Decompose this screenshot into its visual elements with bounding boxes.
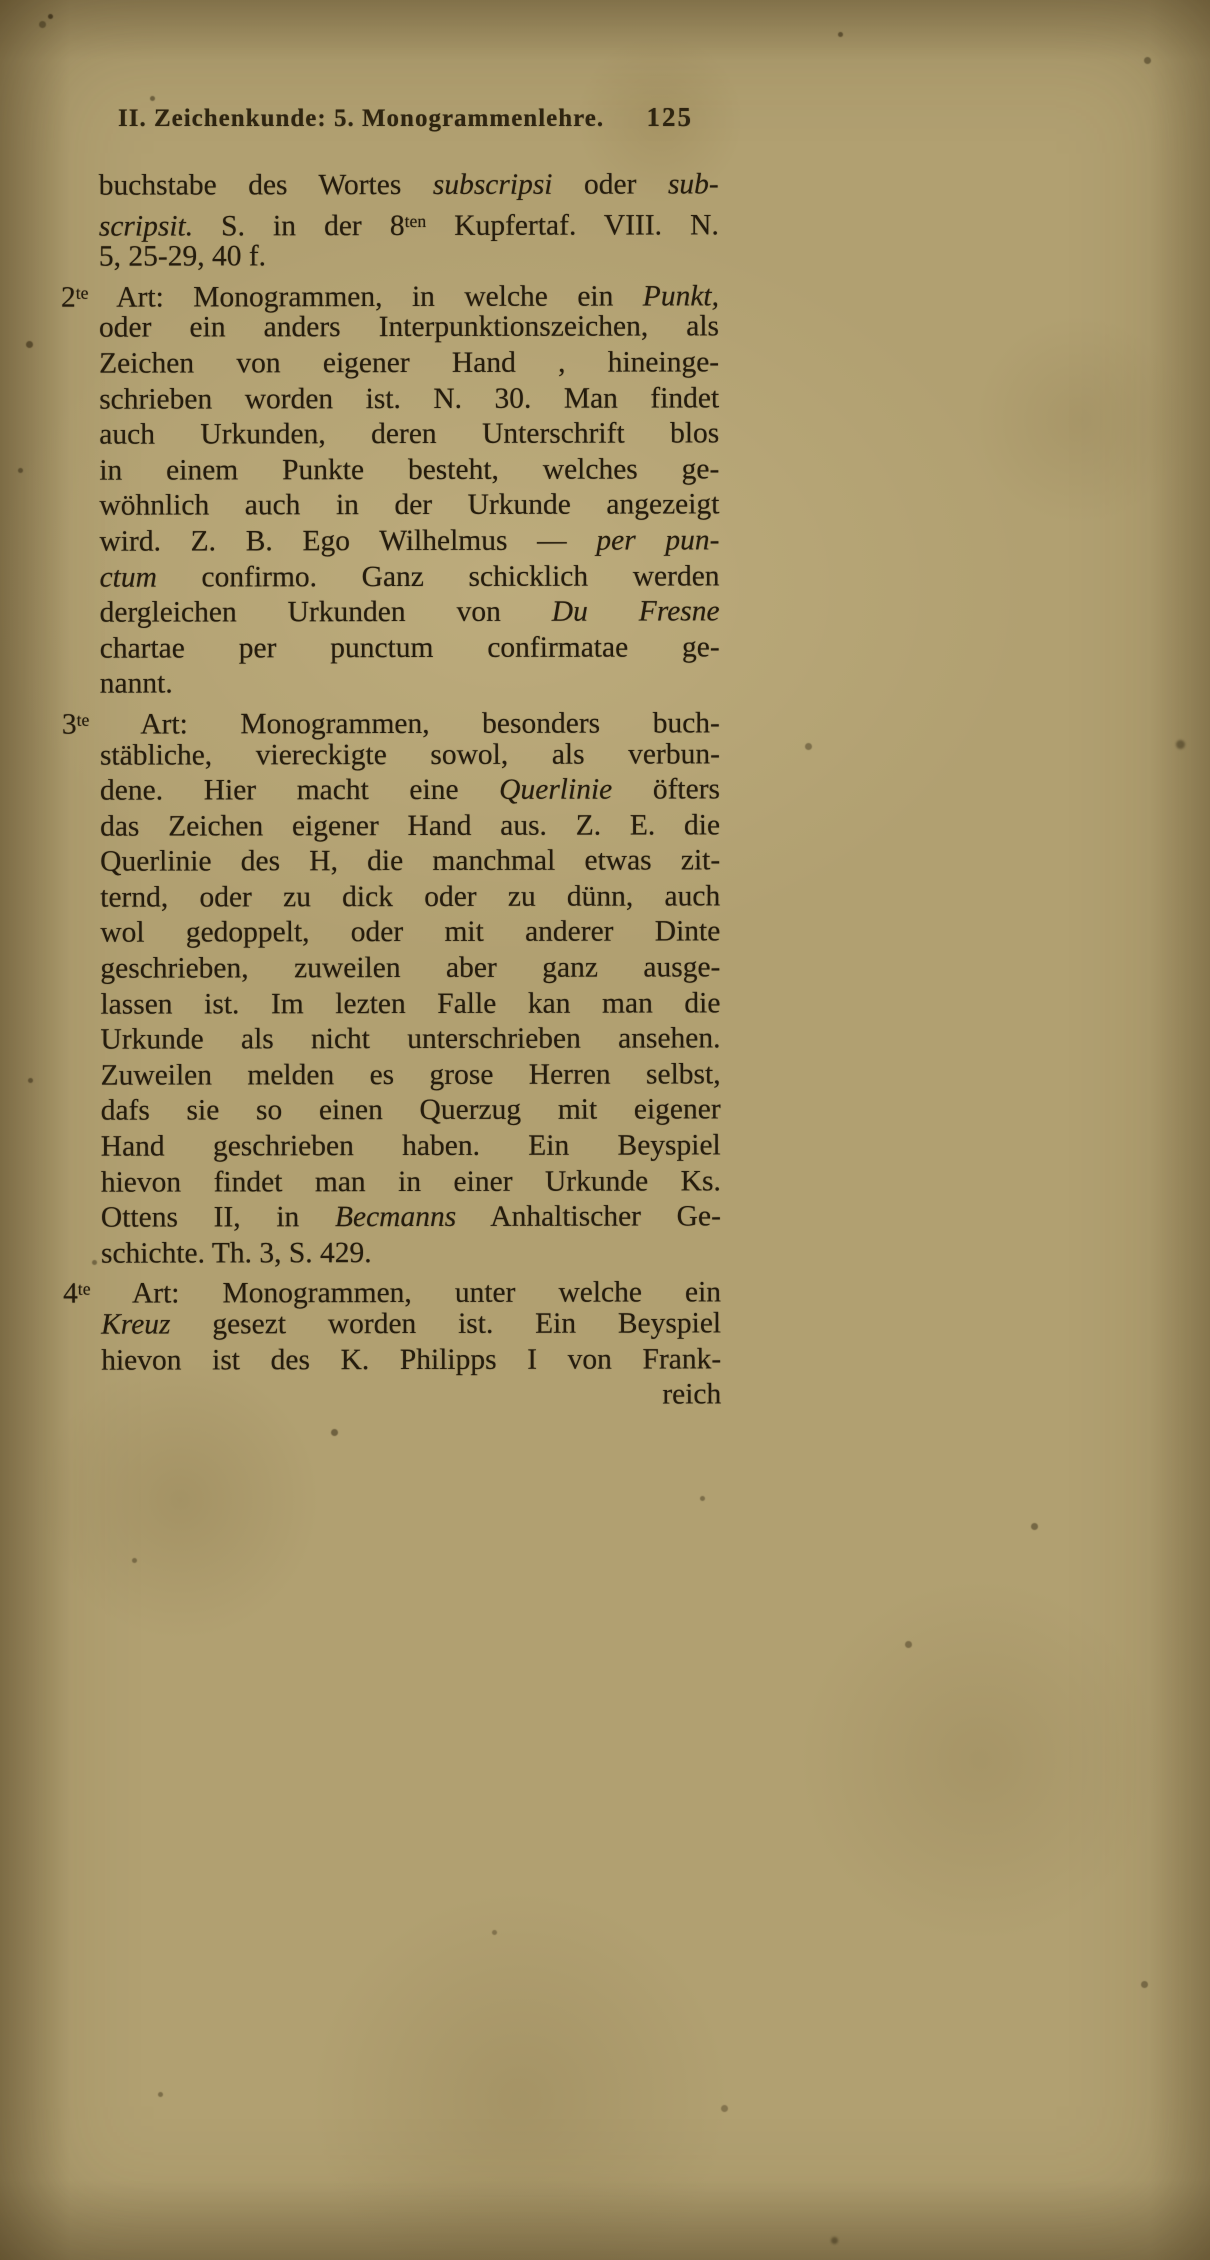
text-segment: 4: [63, 1278, 78, 1311]
text-line: [100, 879, 720, 916]
text-segment: Art: Monogrammen, in welche ein: [88, 280, 643, 314]
text-segment: te: [76, 709, 90, 730]
text-segment: dafs sie so einen Querzug mit eigener: [100, 1093, 721, 1128]
text-segment: schrieben worden ist. N. 30. Man findet: [99, 381, 720, 416]
text-segment: Anhaltischer Ge-: [456, 1200, 721, 1234]
text-segment: ten: [404, 210, 427, 231]
text-segment: Urkunde als nicht unterschrieben ansehen.: [100, 1022, 721, 1056]
text-segment: hievon ist des K. Philipps I von Frank-: [101, 1342, 722, 1377]
text-line: [100, 915, 720, 952]
text-segment: Kreuz: [101, 1308, 171, 1341]
text-line: [100, 594, 720, 631]
text-segment: Ottens II, in: [100, 1201, 335, 1234]
text-segment: sub-: [667, 168, 719, 201]
text-segment: scripsit.: [98, 210, 194, 243]
text-line: [98, 203, 719, 243]
text-line: [101, 1093, 721, 1130]
text-line: [100, 666, 720, 703]
text-line: [99, 310, 719, 347]
text-segment: Querlinie des H, die manchmal etwas zit-: [100, 844, 721, 878]
text-segment: dene. Hier macht eine: [99, 773, 500, 807]
text-segment: nannt.: [99, 667, 173, 700]
text-segment: öfters: [612, 773, 721, 806]
text-segment: oder: [552, 168, 668, 201]
text-segment: stäbliche, viereckigte sowol, als verbun-: [99, 737, 720, 772]
text-line: [60, 274, 719, 314]
text-segment: buchstabe des Wortes: [98, 168, 433, 202]
text-segment: Punkt,: [642, 280, 719, 313]
text-line: [101, 1235, 721, 1272]
text-line: [100, 808, 720, 845]
text-segment: Zeichen von eigener Hand , hineinge-: [99, 346, 720, 380]
text-line: [100, 986, 720, 1023]
text-segment: 5, 25-29, 40 f.: [98, 240, 267, 273]
text-line: [101, 1164, 721, 1201]
text-line: [101, 1200, 721, 1237]
text-line: [61, 701, 720, 741]
page-number: 125: [646, 102, 693, 132]
text-line: [100, 737, 720, 774]
catchword: [101, 1378, 721, 1415]
text-segment: oder ein anders Interpunktionszeichen, als: [98, 310, 720, 345]
text-segment: gesezt worden ist. Ein Beyspiel: [170, 1307, 722, 1341]
text-line: [100, 630, 720, 667]
text-segment: confirmo. Ganz schicklich werden: [156, 559, 720, 594]
text-line: [100, 1022, 720, 1059]
text-line: [100, 772, 720, 809]
text-line: [99, 452, 719, 489]
text-segment: chartae per punctum confirmatae ge-: [99, 631, 720, 665]
text-segment: Becmanns: [334, 1201, 457, 1234]
running-header: [118, 102, 693, 133]
text-line: [99, 523, 719, 560]
text-segment: in einem Punkte besteht, welches ge-: [99, 453, 720, 487]
text-line: [99, 239, 719, 276]
text-segment: das Zeichen eigener Hand aus. Z. E. die: [100, 809, 721, 843]
text-segment: 2: [60, 281, 76, 314]
text-segment: Art: Monogrammen, unter welche ein: [90, 1276, 722, 1311]
text-segment: geschrieben, zuweilen aber ganz ausge-: [100, 951, 721, 985]
text-segment: reich: [662, 1378, 722, 1411]
text-line: [99, 417, 719, 454]
text-line: [101, 1057, 721, 1094]
text-line: [101, 1306, 721, 1343]
text-line: [101, 1128, 721, 1165]
text-line: [99, 381, 719, 418]
text-segment: ctum: [99, 561, 157, 594]
text-segment: te: [77, 1279, 91, 1300]
text-segment: Hand geschrieben haben. Ein Beyspiel: [100, 1129, 721, 1163]
text-line: [99, 167, 719, 204]
text-segment: Kupfertaf. VIII. N.: [426, 208, 719, 242]
text-line: [63, 1271, 722, 1311]
text-line: [101, 1342, 721, 1379]
text-segment: ternd, oder zu dick oder zu dünn, auch: [100, 880, 721, 914]
running-header-title: II. Zeichenkunde: 5. Monogrammenlehre.: [118, 105, 605, 132]
text-line: [99, 488, 719, 525]
text-segment: 3: [61, 708, 77, 741]
text-segment: S. in der 8: [193, 209, 405, 242]
text-line: [100, 844, 720, 881]
text-segment: wöhnlich auch in der Urkunde angezeigt: [99, 488, 720, 522]
text-segment: te: [75, 282, 89, 303]
text-segment: Querlinie: [499, 773, 613, 806]
text-segment: dergleichen Urkunden von: [99, 595, 552, 629]
text-segment: Art: Monogrammen, besonders buch-: [89, 707, 720, 741]
text-segment: Du Fresne: [551, 595, 720, 628]
text-segment: auch Urkunden, deren Unterschrift blos: [99, 417, 720, 451]
text-segment: per pun-: [596, 524, 720, 557]
text-line: [100, 950, 720, 987]
text-segment: Zuweilen melden es grose Herren selbst,: [100, 1058, 721, 1092]
text-segment: wird. Z. B. Ego Wilhelmus —: [99, 524, 597, 558]
text-segment: lassen ist. Im lezten Falle kan man die: [100, 987, 721, 1021]
paper-specks: [0, 0, 5, 5]
text-segment: hievon findet man in einer Urkunde Ks.: [100, 1164, 721, 1199]
text-segment: schichte. Th. 3, S. 429.: [100, 1236, 372, 1270]
text-block: [60, 167, 722, 1414]
text-segment: wol gedoppelt, oder mit anderer Dinte: [100, 915, 721, 950]
text-segment: subscripsi: [432, 168, 553, 201]
text-line: [99, 345, 719, 382]
text-line: [100, 559, 720, 596]
